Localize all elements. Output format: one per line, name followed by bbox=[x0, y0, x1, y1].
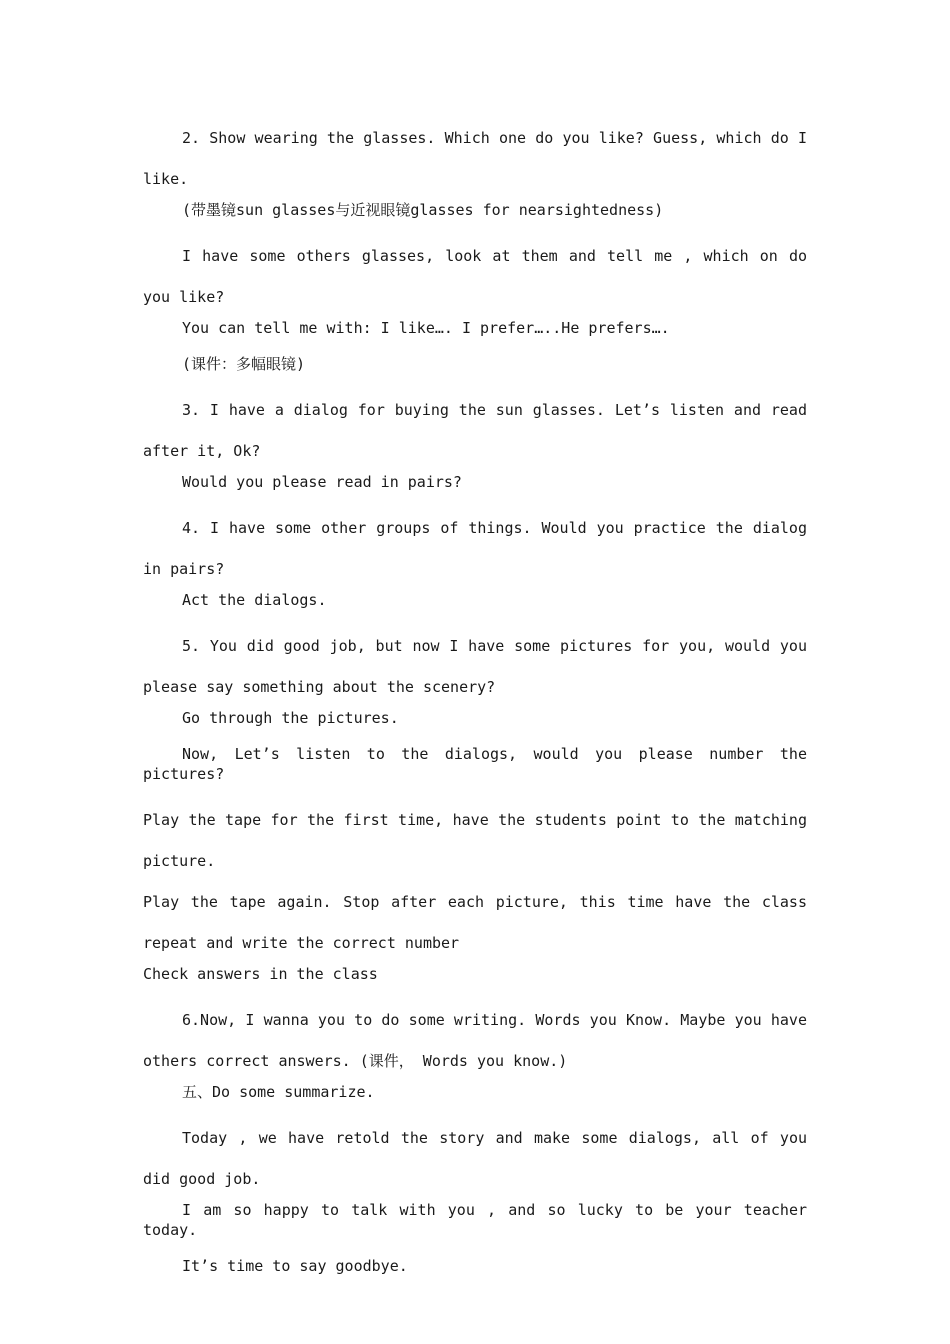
paragraph-number-pictures: Now, Let’s listen to the dialogs, would you please number the pictures? bbox=[143, 745, 807, 783]
paragraph-go-through: Go through the pictures. bbox=[182, 709, 399, 727]
paragraph-glasses-note: (带墨镜sun glasses与近视眼镜glasses for nearsightedness) bbox=[182, 201, 664, 219]
paragraph-step-3: 3. I have a dialog for buying the sun glasses. Let’s listen and read after it, Ok? bbox=[143, 401, 807, 460]
paragraph-other-glasses: I have some others glasses, look at them and tell me , which on do you like? bbox=[143, 247, 807, 306]
paragraph-today: Today , we have retold the story and make some dialogs, all of you did good job. bbox=[143, 1129, 807, 1188]
paragraph-summarize: 五、Do some summarize. bbox=[182, 1083, 375, 1101]
paragraph-check-answers: Check answers in the class bbox=[143, 965, 378, 983]
paragraph-step-2: 2. Show wearing the glasses. Which one do you like? Guess, which do I like. bbox=[143, 129, 807, 188]
paragraph-read-pairs: Would you please read in pairs? bbox=[182, 473, 462, 491]
paragraph-tell-me: You can tell me with: I like…. I prefer…..He prefers…. bbox=[182, 319, 670, 337]
paragraph-courseware-glasses: (课件：多幅眼镜) bbox=[182, 355, 306, 373]
paragraph-step-5: 5. You did good job, but now I have some pictures for you, would you please say something about the scenery? bbox=[143, 637, 807, 696]
paragraph-step-6: 6.Now, I wanna you to do some writing. Words you Know. Maybe you have others correct answers. (课件， Words you know.) bbox=[143, 1011, 807, 1070]
paragraph-play-again: Play the tape again. Stop after each picture, this time have the class repeat and write the correct number bbox=[143, 893, 807, 952]
paragraph-play-first: Play the tape for the first time, have the students point to the matching picture. bbox=[143, 811, 807, 870]
paragraph-act-dialogs: Act the dialogs. bbox=[182, 591, 327, 609]
paragraph-happy: I am so happy to talk with you , and so lucky to be your teacher today. bbox=[143, 1201, 807, 1239]
paragraph-goodbye: It’s time to say goodbye. bbox=[182, 1257, 408, 1275]
paragraph-step-4: 4. I have some other groups of things. Would you practice the dialog in pairs? bbox=[143, 519, 807, 578]
